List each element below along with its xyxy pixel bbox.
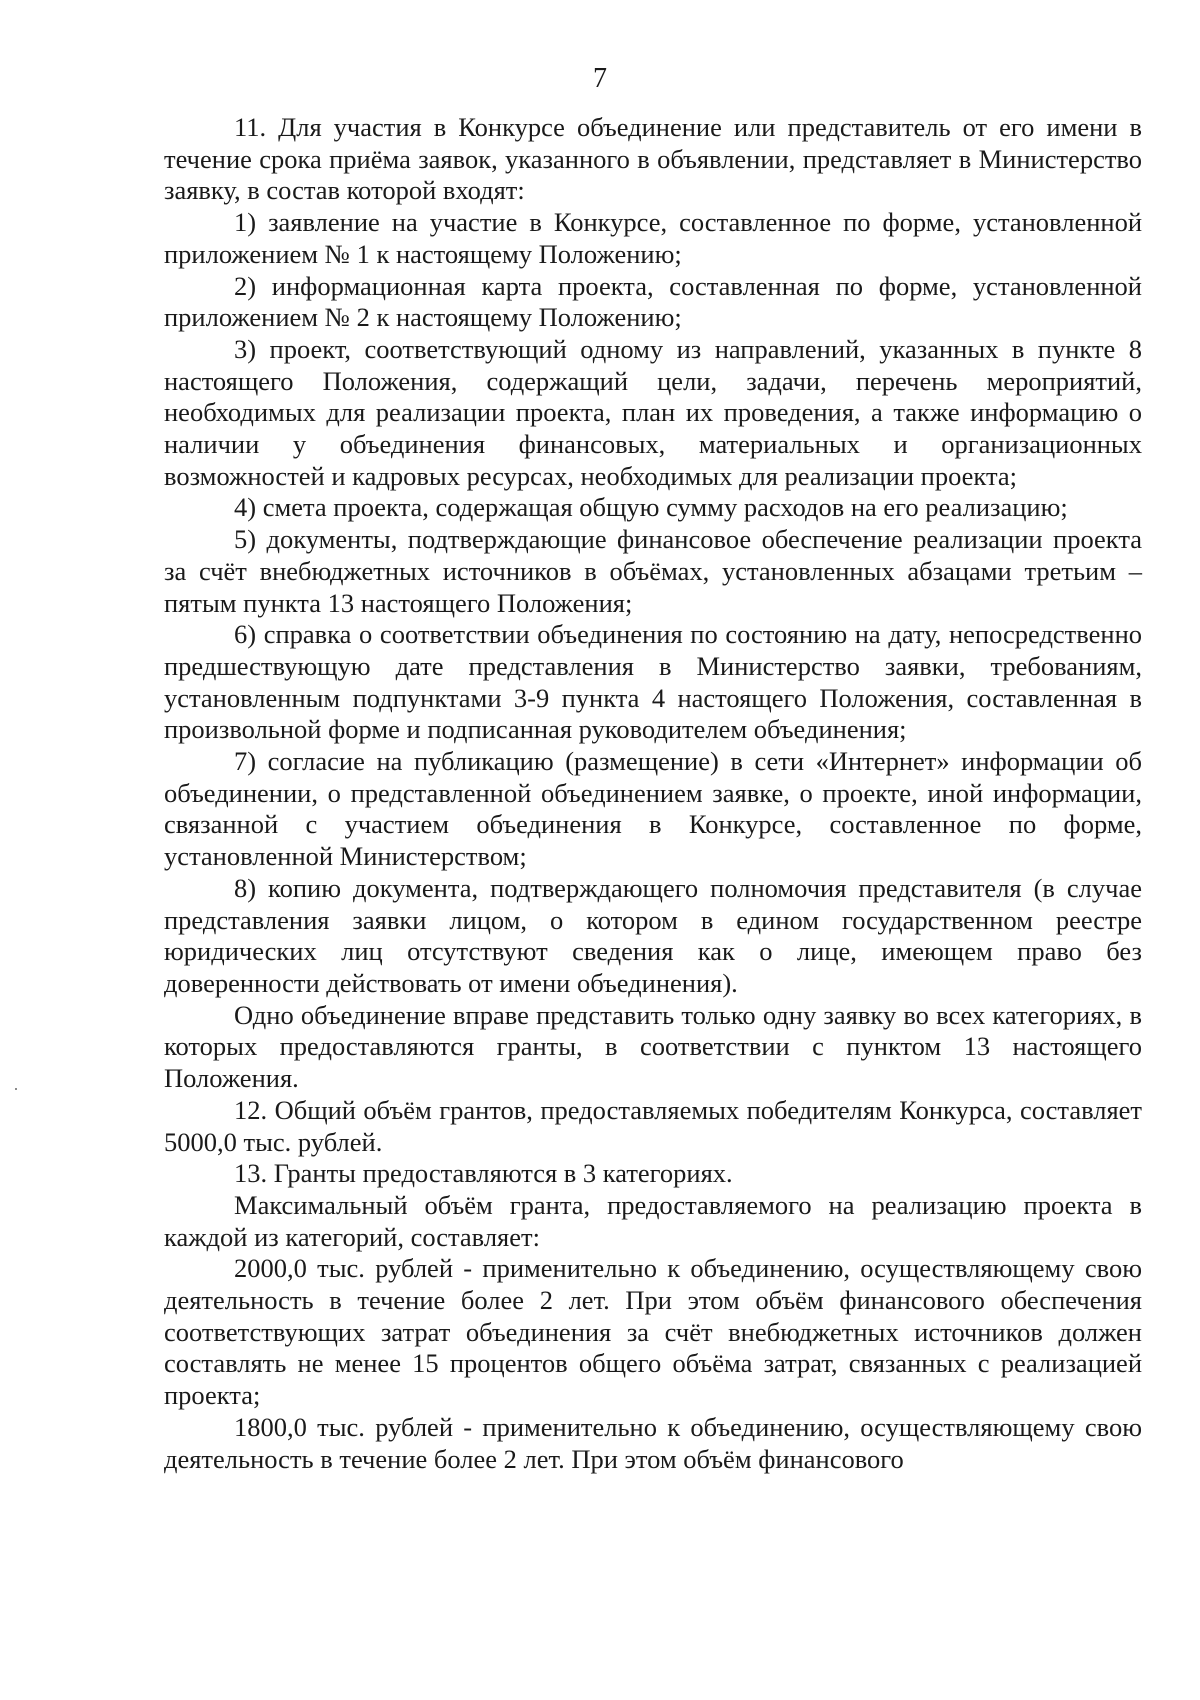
paragraph-max-grant: Максимальный объём гранта, предоставляемого на реализацию проекта в каждой из категорий, составляет:	[164, 1189, 1142, 1252]
paragraph-grant-category-1: 2000,0 тыс. рублей - применительно к объединению, осуществляющему свою деятельность в течение более 2 лет. При этом объём финансового обеспечения соответствующих затрат объединения за счёт внебюджетных источников должен составлять не менее 15 процентов общего объёма затрат, связанных с реализацией проекта;	[164, 1253, 1142, 1411]
paragraph-grant-category-2: 1800,0 тыс. рублей - применительно к объединению, осуществляющему свою деятельность в течение более 2 лет. При этом объём финансового	[164, 1411, 1142, 1474]
list-item-8: 8) копию документа, подтверждающего полномочия представителя (в случае представления заявки лицом, о котором в едином государственном реестре юридических лиц отсутствуют сведения как о лице, имеющем право без доверенности действовать от имени объединения).	[164, 872, 1142, 998]
paragraph-single-application: Одно объединение вправе представить только одну заявку во всех категориях, в которых предоставляются гранты, в соответствии с пунктом 13 настоящего Положения.	[164, 999, 1142, 1094]
list-item-2: 2) информационная карта проекта, составленная по форме, установленной приложением № 2 к настоящему Положению;	[164, 270, 1142, 333]
list-item-6: 6) справка о соответствии объединения по состоянию на дату, непосредственно предшествующую дате представления в Министерство заявки, требованиям, установленным подпунктами 3-9 пункта 4 настоящего Положения, составленная в произвольной форме и подписанная руководителем объединения;	[164, 619, 1142, 745]
paragraph-12: 12. Общий объём грантов, предоставляемых победителям Конкурса, составляет 5000,0 тыс. рублей.	[164, 1094, 1142, 1157]
list-item-7: 7) согласие на публикацию (размещение) в сети «Интернет» информации об объединении, о представленной объединением заявке, о проекте, иной информации, связанной с участием объединения в Конкурсе, составленное по форме, установленной Министерством;	[164, 746, 1142, 872]
list-item-5: 5) документы, подтверждающие финансовое обеспечение реализации проекта за счёт внебюджетных источников в объёмах, установленных абзацами третьим – пятым пункта 13 настоящего Положения;	[164, 524, 1142, 618]
list-item-3: 3) проект, соответствующий одному из направлений, указанных в пункте 8 настоящего Положения, содержащий цели, задачи, перечень мероприятий, необходимых для реализации проекта, план их проведения, а также информацию о наличии у объединения финансовых, материальных и организационных возможностей и кадровых ресурсах, необходимых для реализации проекта;	[164, 333, 1142, 491]
scan-speck	[15, 1088, 17, 1090]
document-body	[164, 112, 1142, 1475]
paragraph-13: 13. Гранты предоставляются в 3 категориях.	[234, 1158, 733, 1189]
list-item-4: 4) смета проекта, содержащая общую сумму расходов на его реализацию;	[234, 492, 1068, 523]
paragraph-11-intro: 11. Для участия в Конкурсе объединение или представитель от его имени в течение срока приёма заявок, указанного в объявлении, представляет в Министерство заявку, в состав которой входят:	[164, 112, 1142, 206]
page-number: 7	[593, 63, 607, 94]
list-item-1: 1) заявление на участие в Конкурсе, составленное по форме, установленной приложением № 1 к настоящему Положению;	[164, 207, 1142, 269]
